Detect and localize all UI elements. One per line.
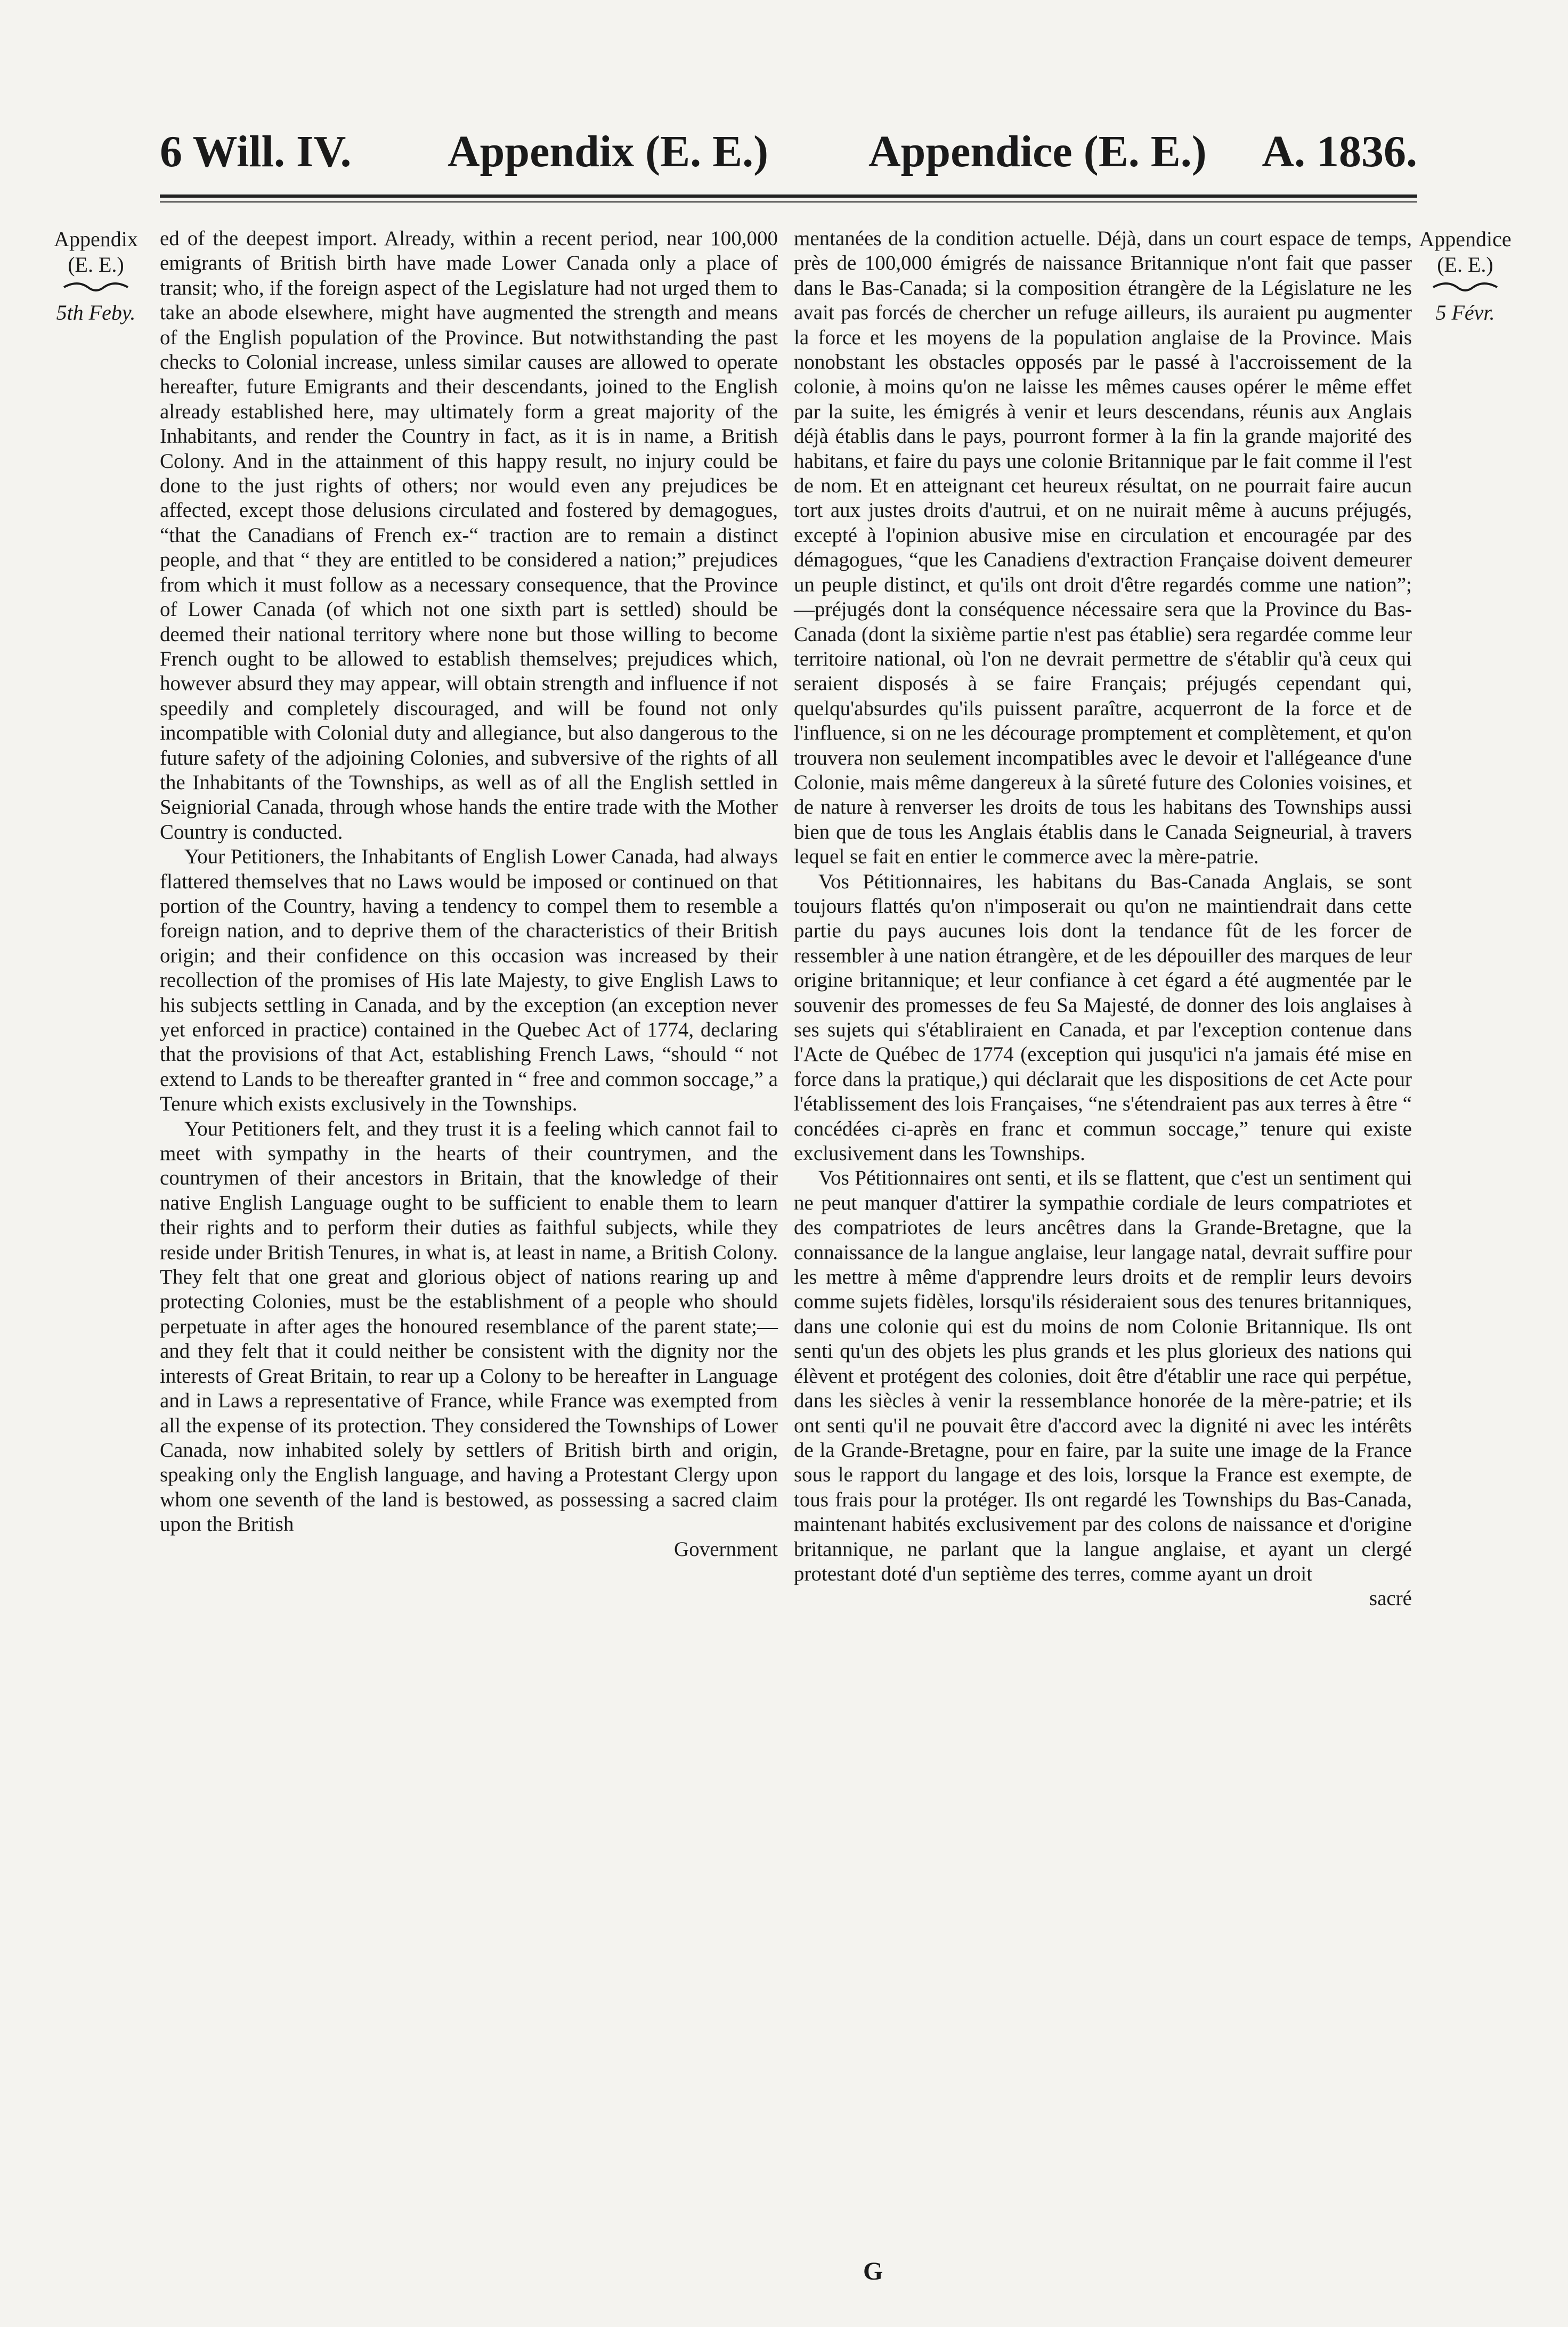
swash-ornament-icon	[1417, 278, 1513, 296]
margin-right-date: 5 Févr.	[1435, 301, 1495, 325]
margin-left-line2: (E. E.)	[68, 253, 124, 277]
margin-note-right	[1417, 226, 1513, 326]
page-year: A. 1836.	[1262, 127, 1417, 176]
english-paragraph-1: ed of the deepest import. Already, within a recent period, near 100,000 emigrants of British birth have made Lower Canada only a place of transit; who, if the foreign aspect of the Legislature had not urged them to take an abode elsewhere, might have augmented the strength and means of the English population of the Province. But notwithstanding the past checks to Colonial increase, unless similar causes are allowed to operate hereafter, future Emigrants and their descendants, joined to the English already established here, may ultimately form a great majority of the Inhabitants, and render the Country in fact, as it is in name, a British Colony. And in the attainment of this happy result, no injury could be done to the just rights of others; nor would even any prejudices be affected, except those delusions circulated and fostered by demagogues, “that the Canadians of French ex-“ traction are to remain a distinct people, and that “ they are entitled to be considered a nation;” prejudices from which it must follow as a necessary consequence, that the Province of Lower Canada (of which not one sixth part is settled) should be deemed their national territory where none but those willing to become French ought to be allowed to establish themselves; prejudices which, however absurd they may appear, will obtain strength and influence if not speedily and completely discouraged, and will be found not only incompatible with Colonial duty and allegiance, but also dangerous to the future safety of the adjoining Colonies, and subversive of the rights of all the Inhabitants of the Townships, as well as of all the English settled in Seigniorial Canada, through whose hands the entire trade with the Mother Country is conducted.	[160, 227, 778, 844]
swash-ornament-icon	[48, 278, 144, 296]
margin-left-line1: Appendix	[54, 227, 138, 251]
margin-right-line2: (E. E.)	[1437, 253, 1493, 277]
margin-note-left	[48, 226, 144, 326]
margin-left-date: 5th Feby.	[56, 301, 136, 325]
margin-right-line1: Appendice	[1419, 227, 1512, 251]
header-rule-thick	[160, 194, 1417, 198]
french-paragraph-2: Vos Pétitionnaires, les habitans du Bas-Canada Anglais, se sont toujours flattés qu'on n'imposerait ou qu'on ne maintiendrait dans cette partie du pays aucunes lois dont la tendance fût de les forcer de ressembler à une nation étrangère, et de les dépouiller des marques de leur origine britannique; et leur confiance à cet égard a été augmentée par le souvenir des promesses de feu Sa Majesté, de donner des lois anglaises à ses sujets qui s'établiraient en Canada, et par l'exception contenue dans l'Acte de Québec de 1774 (exception qui jusqu'ici n'a jamais été mise en force dans la pratique,) qui déclarait que les dispositions de cet Acte pour l'établissement des lois Françaises, “ne s'étendraient pas aux terres à être “ concédées ci-après en franc et commun soccage,” tenure qui existe exclusivement dans les Townships.	[794, 870, 1412, 1165]
header-rule-thin	[160, 201, 1417, 202]
french-catchword: sacré	[1369, 1587, 1412, 1610]
french-column	[794, 226, 1412, 1611]
french-paragraph-1: mentanées de la condition actuelle. Déjà, dans un court espace de temps, près de 100,000 émigrés de naissance Britannique n'ont fait que passer dans le Bas-Canada; si la composition étrangère de la Législature ne les avait pas forcés de chercher un refuge ailleurs, ils auraient pu augmenter la force et les moyens de la population anglaise de la Province. Mais nonobstant les obstacles opposés par le passé à l'accroissement de la colonie, à moins qu'on ne laisse les mêmes causes opérer le même effet par la suite, les émigrés à venir et leurs descendans, réunis aux Anglais déjà établis dans le pays, pourront former à la fin la grande majorité des habitans, et faire du pays une colonie Britannique par le fait comme il l'est de nom. Et en atteignant cet heureux résultat, on ne pourrait faire aucun tort aux justes droits d'autrui, et on ne nuirait même à aucuns préjugés, excepté à l'opinion abusive mise en circulation et encouragée par des démagogues, “que les Canadiens d'extraction Française doivent demeurer un peuple distinct, et qu'ils ont droit d'être regardés comme une nation”;—préjugés dont la conséquence nécessaire sera que la Province du Bas-Canada (dont la sixième partie n'est pas établie) sera regardée comme leur territoire national, où l'on ne devrait permettre de s'établir qu'à ceux qui seraient disposés à se faire Français; préjugés cependant qui, quelqu'absurdes qu'ils puissent paraître, acquerront de la force et de l'influence, si on ne les décourage promptement et complètement, et qu'on trouvera non seulement incompatibles avec le devoir et l'allégeance d'une Colonie, mais même dangereux à la sûreté future des Colonies voisines, et de nature à renverser les droits de tous les habitans des Townships aussi bien que de tous les Anglais établis dans le Canada Seigneurial, à travers lequel se fait en entier le commerce avec la mère-patrie.	[794, 227, 1412, 869]
reign-label: 6 Will. IV.	[160, 127, 352, 176]
appendix-title-french: Appendice (E. E.)	[868, 127, 1207, 176]
english-paragraph-3: Your Petitioners felt, and they trust it is a feeling which cannot fail to meet with sympathy in the hearts of their countrymen, and the countrymen of their ancestors in Britain, that the knowledge of their native English Language ought to be sufficient to enable them to learn their rights and to perform their duties as faithful subjects, while they reside under British Tenures, in what is, at least in name, a British Colony. They felt that one great and glorious object of nations rearing up and protecting Colonies, must be the establishment of a people who should perpetuate in after ages the honoured resemblance of the parent state;— and they felt that it could neither be consistent with the dignity nor the interests of Great Britain, to rear up a Colony to be hereafter in Language and in Laws a representative of France, while France was exempted from all the expense of its protection. They considered the Townships of Lower Canada, now inhabited solely by settlers of British birth and origin, speaking only the English language, and having a Protestant Clergy upon whom one seventh of the land is bestowed, as possessing a sacred claim upon the British	[160, 1117, 778, 1536]
appendix-title-english: Appendix (E. E.)	[448, 127, 769, 176]
english-paragraph-2: Your Petitioners, the Inhabitants of English Lower Canada, had always flattered themselves that no Laws would be imposed or continued on that portion of the Country, having a tendency to compel them to resemble a foreign nation, and to deprive them of the characteristics of their British origin; and their confidence on this occasion was increased by their recollection of the promises of His late Majesty, to give English Laws to his subjects settling in Canada, and by the exception (an exception never yet enforced in practice) contained in the Quebec Act of 1774, declaring that the provisions of that Act, establishing French Laws, “should “ not extend to Lands to be thereafter granted in “ free and common soccage,” a Tenure which exists exclusively in the Townships.	[160, 845, 778, 1116]
signature-mark: G	[863, 2257, 883, 2285]
english-column	[160, 226, 778, 1562]
french-paragraph-3: Vos Pétitionnaires ont senti, et ils se flattent, que c'est un sentiment qui ne peut manquer d'attirer la sympathie cordiale de leurs compatriotes et des compatriotes de leurs ancêtres dans la Grande-Bretagne, que la connaissance de la langue anglaise, leur langage natal, devrait suffire pour les mettre à même d'apprendre leurs droits et de remplir leurs devoirs comme sujets fidèles, lorsqu'ils résideraient sous des tenures britanniques, dans une colonie qui est du moins de nom Colonie Britannique. Ils ont senti qu'un des objets les plus grands et les plus glorieux des nations qui élèvent et protégent des colonies, doit être d'établir une race qui perpétue, dans les siècles à venir la ressemblance honorée de la mère-patrie; et ils ont senti qu'il ne pouvait être d'accord avec la dignité ni avec les intérêts de la Grande-Bretagne, pour en faire, par la suite une image de la France sous le rapport du langage et des lois, lorsque la France est exempte, de tous frais pour la protéger. Ils ont regardé les Townships du Bas-Canada, maintenant habités exclusivement par des colons de naissance et d'origine britannique, ne parlant que la langue anglaise, et ayant un clergé protestant doté d'un septième des terres, comme ayant un droit	[794, 1166, 1412, 1585]
english-catchword: Government	[674, 1537, 778, 1561]
running-head	[160, 123, 1417, 181]
